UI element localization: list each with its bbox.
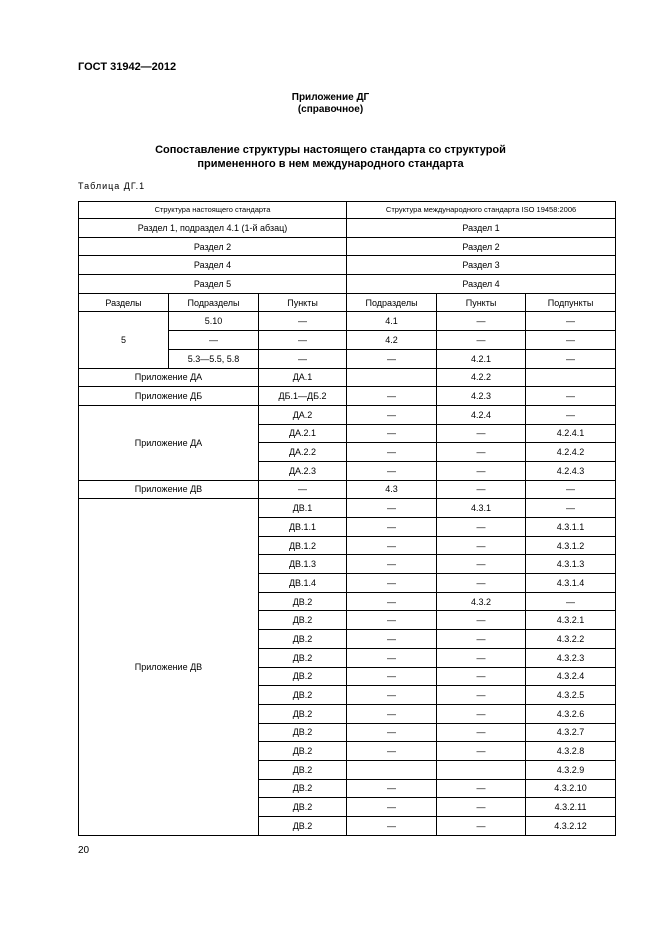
table-cell: — [347,592,437,611]
table-cell: — [526,349,616,368]
table-cell: 4.3.2.10 [526,779,616,798]
table-cell: — [347,555,437,574]
table-cell: ДВ.2 [259,798,347,817]
table-cell: — [437,798,526,817]
table-cell: 4.3.1.1 [526,518,616,537]
table-cell: — [437,331,526,350]
table-row [79,256,616,275]
annex-title: Приложение ДГ [291,92,370,103]
table-cell: — [526,480,616,499]
section-right-cell: Раздел 2 [347,237,616,256]
table-cell: ДА.2.2 [259,443,347,462]
table-cell: 4.3.2.8 [526,742,616,761]
table-cell: — [347,686,437,705]
table-cell: — [347,387,437,406]
table-cell: ДВ.2 [259,704,347,723]
table-row [79,275,616,294]
table-cell: 4.2.2 [437,368,526,387]
table-cell: — [526,405,616,424]
table-cell: — [437,648,526,667]
header-right: Структура международного стандарта ISO 19458:2006 [347,202,616,219]
table-cell: ДВ.1.3 [259,555,347,574]
table-cell: 4.3.2.5 [526,686,616,705]
table-cell: — [259,312,347,331]
table-cell: 4.3.1.4 [526,574,616,593]
table-cell [347,368,437,387]
table-label: Таблица ДГ.1 [78,181,146,191]
table-cell: — [347,648,437,667]
table-cell: ДВ.2 [259,592,347,611]
table-cell: 4.2 [347,331,437,350]
column-header: Подразделы [347,293,437,312]
table-cell: — [347,779,437,798]
table-cell [437,760,526,779]
table-cell: ДВ.2 [259,779,347,798]
table-cell: — [526,312,616,331]
document-code: ГОСТ 31942—2012 [78,61,177,73]
table-cell: — [437,611,526,630]
table-cell: ДВ.2 [259,723,347,742]
table-cell: 4.3.2.9 [526,760,616,779]
comparison-table [78,201,616,836]
annex-label-cell: Приложение ДА [79,405,259,480]
column-header: Пункты [259,293,347,312]
section-left-cell: Раздел 5 [79,275,347,294]
table-cell: — [437,574,526,593]
column-header: Пункты [437,293,526,312]
table-cell: 4.3.2.12 [526,817,616,836]
table-cell: — [347,723,437,742]
table-cell: — [259,349,347,368]
table-cell: — [437,686,526,705]
table-cell: — [347,536,437,555]
table-cell: 5.3—5.5, 5.8 [169,349,259,368]
table-cell: 4.2.4 [437,405,526,424]
table-cell: — [347,349,437,368]
table-row [79,387,616,406]
table-cell: — [437,630,526,649]
annex-subtitle: (справочное) [297,104,364,115]
page-title-line-1: Сопоставление структуры настоящего стандарта со структурой [155,144,506,156]
table-header-row [79,202,616,219]
table-row [79,312,616,331]
table-cell: ДВ.2 [259,630,347,649]
table-cell: — [347,461,437,480]
table-cell: ДВ.1.1 [259,518,347,537]
section-left-cell: Раздел 1, подраздел 4.1 (1-й абзац) [79,219,347,238]
table-cell: — [347,798,437,817]
table-cell: — [169,331,259,350]
header-left: Структура настоящего стандарта [79,202,347,219]
table-cell: 4.3.1.2 [526,536,616,555]
table-cell: — [437,817,526,836]
table-cell: — [437,424,526,443]
table-cell: — [347,518,437,537]
table-cell: ДВ.2 [259,817,347,836]
table-cell: ДВ.2 [259,611,347,630]
section-left-cell: Раздел 2 [79,237,347,256]
table-cell: ДВ.2 [259,686,347,705]
table-row [79,237,616,256]
table-cell: 4.2.4.3 [526,461,616,480]
table-row [79,219,616,238]
section-right-cell: Раздел 1 [347,219,616,238]
table-cell: 4.2.4.2 [526,443,616,462]
section-5-label: 5 [79,312,169,368]
table-cell: — [347,667,437,686]
table-cell: — [347,742,437,761]
table-cell: 4.3.2.7 [526,723,616,742]
table-row [79,368,616,387]
table-cell: — [437,536,526,555]
table-cell: — [437,312,526,331]
table-cell: ДВ.2 [259,667,347,686]
page-title-line-2: примененного в нем международного стандарта [197,158,464,170]
table-cell: 4.3.1.3 [526,555,616,574]
table-cell: — [259,480,347,499]
table-cell: 4.3 [347,480,437,499]
table-cell: ДВ.2 [259,742,347,761]
table-cell: ДВ.2 [259,648,347,667]
table-cell: — [347,611,437,630]
table-cell: — [526,387,616,406]
table-cell: 4.3.2.1 [526,611,616,630]
table-cell: 4.3.2.6 [526,704,616,723]
annex-label-cell: Приложение ДВ [79,499,259,835]
table-row [79,480,616,499]
table-cell: — [526,499,616,518]
table-cell: 5.10 [169,312,259,331]
page-title [0,143,661,171]
table-cell: 4.3.1 [437,499,526,518]
table-cell: — [437,742,526,761]
table-cell: — [437,704,526,723]
table-cell: ДА.1 [259,368,347,387]
table-cell [526,368,616,387]
table-cell: — [347,630,437,649]
table-cell: 4.2.3 [437,387,526,406]
annex-label-cell: Приложение ДА [79,368,259,387]
page-number: 20 [78,845,90,856]
table-cell: 4.2.4.1 [526,424,616,443]
table-cell [347,760,437,779]
table-cell: 4.3.2.4 [526,667,616,686]
table-cell: ДВ.1.4 [259,574,347,593]
table-cell: — [259,331,347,350]
table-cell: — [437,443,526,462]
section-left-cell: Раздел 4 [79,256,347,275]
section-right-cell: Раздел 4 [347,275,616,294]
column-header: Подпункты [526,293,616,312]
table-cell: 4.3.2.2 [526,630,616,649]
annex-heading [0,92,661,116]
annex-label-cell: Приложение ДВ [79,480,259,499]
table-cell: — [347,704,437,723]
table-cell: — [437,480,526,499]
table-cell: — [347,443,437,462]
annex-label-cell: Приложение ДБ [79,387,259,406]
column-header: Подразделы [169,293,259,312]
section-right-cell: Раздел 3 [347,256,616,275]
table-cell: 4.1 [347,312,437,331]
table-cell: — [347,424,437,443]
table-row [79,293,616,312]
table-cell: ДВ.2 [259,760,347,779]
table-cell: ДВ.1.2 [259,536,347,555]
table-cell: — [437,461,526,480]
column-header: Разделы [79,293,169,312]
table-cell: — [437,723,526,742]
table-cell: ДБ.1—ДБ.2 [259,387,347,406]
table-cell: 4.3.2 [437,592,526,611]
table-cell: ДВ.1 [259,499,347,518]
table-cell: — [347,574,437,593]
table-cell: ДА.2.3 [259,461,347,480]
table-cell: 4.3.2.3 [526,648,616,667]
table-cell: 4.2.1 [437,349,526,368]
table-cell: ДА.2 [259,405,347,424]
table-cell: ДА.2.1 [259,424,347,443]
table-cell: — [437,518,526,537]
table-cell: — [347,405,437,424]
table-cell: — [437,779,526,798]
table-cell: — [347,499,437,518]
table-cell: 4.3.2.11 [526,798,616,817]
table-cell: — [347,817,437,836]
table-row [79,499,616,518]
table-row [79,405,616,424]
table-cell: — [526,592,616,611]
table-cell: — [437,555,526,574]
table-cell: — [437,667,526,686]
table-cell: — [526,331,616,350]
